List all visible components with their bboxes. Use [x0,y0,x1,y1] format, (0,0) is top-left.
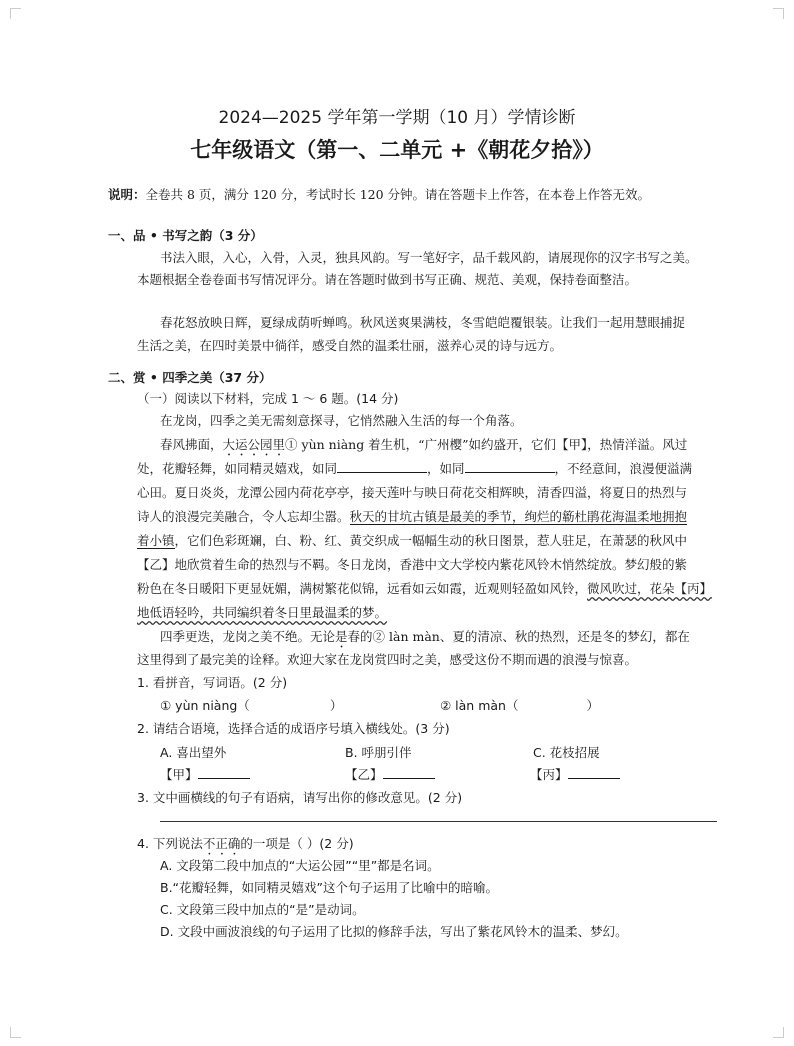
answer-blank[interactable] [337,460,427,473]
reading-line [137,532,687,550]
text-run: ① yùn niàng（ [160,698,250,713]
exam-title: 2024—2025 学年第一学期（10 月）学情诊断 [218,108,576,128]
section1-paragraph: 书法入眼，入心，入骨，入灵，独具风韵。写一笔好字，品千载风韵，请展现你的汉字书写之美。 [160,250,698,265]
text-run: 【乙】 [345,767,383,782]
answer-blank[interactable] [568,766,620,779]
reading-line: 【乙】地欣赏着生命的热烈与不羁。冬日龙岗，香港中文大学校内紫花风铃木悄然绽放。梦幻般的紫 [137,557,688,572]
answer-blank[interactable] [465,460,555,473]
reading-paragraph [160,436,687,459]
text-run: 处，花瓣轻舞，如同精灵嬉戏，如同 [137,461,338,476]
answer-blank[interactable] [383,766,435,779]
reading-line [137,508,687,526]
dotted-word: 是 [335,629,348,644]
instructions-label: 说明： [108,187,146,202]
text-run: 四季更迭，龙岗之美不绝。无论 [160,629,336,644]
text-run: 4. 下列说法 [137,836,203,851]
exam-subtitle: 七年级语文（第一、二单元 +《朝花夕拾》） [190,138,604,162]
text-run: ② làn màn（ [440,698,519,713]
answer-jia [160,766,250,784]
crop-mark [10,1027,21,1038]
question-3-stem: 3. 文中画横线的句子有语病，请写出你的修改意见。(2 分) [137,790,463,805]
text-run: ，不经意间，浪漫便溢满 [554,461,693,476]
crop-mark [773,1027,784,1038]
reading-paragraph: 在龙岗，四季之美无需刻意探寻，它悄然融入生活的每一个角落。 [160,413,523,428]
section1-heading: 一、品 • 书写之韵（3 分） [108,228,263,243]
answer-yi [345,766,435,784]
reading-part-heading: （一）阅读以下材料，完成 1 ～ 6 题。(14 分) [137,391,399,406]
underlined-sentence: 着小镇 [137,533,175,548]
dotted-word: 里 [272,437,286,452]
underlined-sentence: 秋天的甘坑古镇是最美的季节，绚烂的簕杜鹃花海温柔地拥抱 [349,509,688,524]
reading-line: 这里得到了最完美的诠释。欢迎大家在龙岗赏四时之美，感受这份不期而遇的浪漫与惊喜。 [137,652,638,667]
question-1-stem: 1. 看拼音，写词语。(2 分) [137,675,288,690]
text-run: 的一项是（ ）(2 分) [240,836,354,851]
text-run: 诗人的浪漫完美融合，令人忘却尘嚣。 [137,509,350,524]
section1-paragraph: 生活之美，在四时美景中徜徉，感受自然的温柔壮丽，滋养心灵的诗与远方。 [137,338,563,353]
text-run: 春的② làn màn、夏的清凉、秋的热烈，还是冬的梦幻，都在 [347,629,690,644]
section1-paragraph: 春花怒放映日辉，夏绿成荫听蝉鸣。秋风送爽果满枝，冬雪皑皑覆银装。让我们一起用慧眼捕捉 [160,315,686,330]
dotted-word: 不正确 [202,836,241,851]
question-1-b [440,697,599,715]
section2-heading: 二、赏 • 四季之美（37 分） [108,370,272,385]
text-run: 【甲】 [160,767,198,782]
reading-line [137,604,387,622]
answer-blank[interactable] [198,766,250,779]
option-b: B. 呼朋引伴 [345,745,412,760]
reading-line [137,580,712,598]
reading-line: 心田。夏日炎炎，龙潭公园内荷花亭亭，接天莲叶与映日荷花交相辉映，清香四溢，将夏日的热烈与 [137,485,688,500]
text-run: ） [329,698,343,713]
instructions-text: 全卷共 8 页，满分 120 分，考试时长 120 分钟。请在答题卡上作答，在本卷上作答无效。 [145,187,651,202]
instructions [108,186,650,204]
option-b: B.“花瓣轻舞，如同精灵嬉戏”这个句子运用了比喻中的暗喻。 [160,880,499,895]
text-run: ） [586,698,599,713]
dotted-word: 大运公园 [222,437,273,452]
wavy-sentence: 地低语轻吟，共同编织着冬日里最温柔的梦。 [137,605,388,620]
question-4-stem [137,835,354,858]
text-run: ，如同 [427,461,465,476]
option-c: C. 花枝招展 [533,745,600,760]
text-run: ① yùn niàng 着生机，“广州樱”如约盛开，它们【甲】，热情洋溢。风过 [285,437,688,452]
crop-mark [773,8,784,19]
reading-paragraph [160,628,690,651]
crop-mark [10,8,21,19]
option-d: D. 文段中画波浪线的句子运用了比拟的修辞手法，写出了紫花风铃木的温柔、梦幻。 [160,924,628,939]
text-run: 粉色在冬日暖阳下更显妩媚，满树繁花似锦，远看如云如霞，近观则轻盈如风铃， [137,581,588,596]
option-c: C. 文段第三段中加点的“是”是动词。 [160,902,365,917]
question-1-a [160,697,342,715]
answer-bing [530,766,620,784]
question-2-stem: 2. 请结合语境，选择合适的成语序号填入横线处。(3 分) [137,721,450,736]
section1-paragraph: 本题根据全卷卷面书写情况评分。请在答题时做到书写正确、规范、美观，保持卷面整洁。 [137,272,638,287]
option-a: A. 喜出望外 [160,745,227,760]
wavy-sentence: 微风吹过，花朵【丙】 [587,581,713,596]
text-run: 春风拂面， [160,437,223,452]
reading-line [137,460,692,478]
answer-line[interactable] [160,821,717,822]
text-run: 【丙】 [530,767,568,782]
option-a: A. 文段第二段中加点的“大运公园”“里”都是名词。 [160,858,440,873]
text-run: ，它们色彩斑斓，白、粉、红、黄交织成一幅幅生动的秋日图景，惹人驻足，在萧瑟的秋风中 [174,533,688,548]
